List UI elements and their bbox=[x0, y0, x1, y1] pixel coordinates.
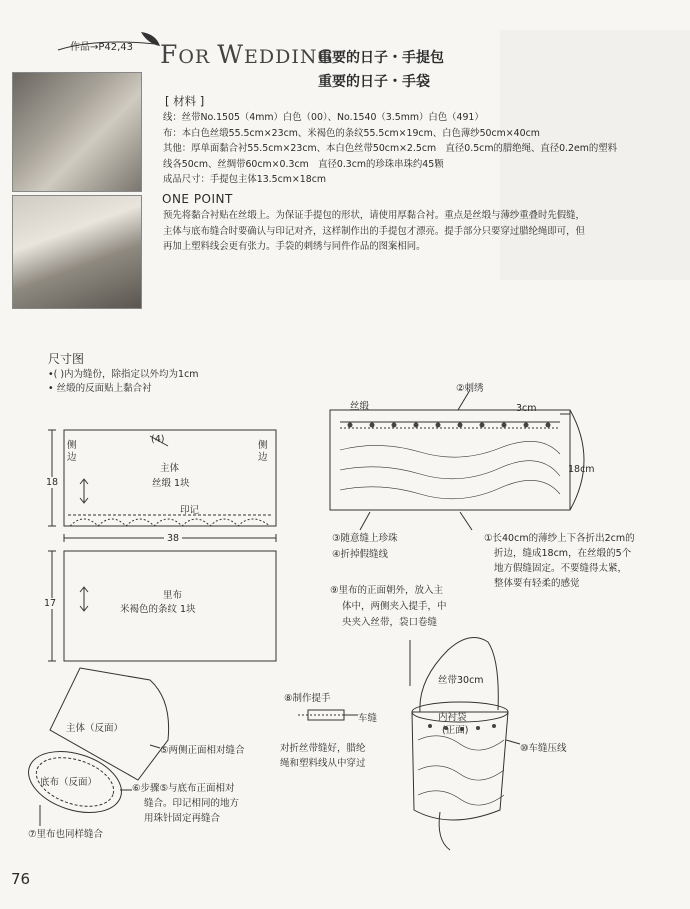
step8-desc-2: 绳和塑料线从中穿过 bbox=[280, 758, 366, 769]
main-body-label: 主体 bbox=[160, 463, 180, 474]
step1-label-2: 折边，缝成18cm，在丝缎的5个 bbox=[494, 548, 632, 559]
stripe-count-label: 米褐色的条纹 1块 bbox=[120, 604, 196, 615]
width-38-label: 38 bbox=[164, 533, 182, 544]
one-point-line: 再加上塑料线会更有张力。手袋的刺绣与同件作品的图案相同。 bbox=[163, 241, 426, 252]
title-chinese-2: 重要的日子・手袋 bbox=[318, 74, 430, 90]
reference-label: 作品→P42,43 bbox=[70, 42, 134, 53]
step9-label-2: 体中，两侧夹入提手，中 bbox=[342, 601, 447, 612]
materials-line: 布：本白色丝缎55.5cm×23cm、米褐色的条纹55.5cm×19cm、白色薄纱50cm×40cm bbox=[163, 127, 540, 139]
body-back-label: 主体（反面） bbox=[66, 723, 124, 734]
step1-label-3: 地方假缝固定。不要缝得太紧， bbox=[494, 563, 628, 574]
step3-label: ③随意缝上珍珠 bbox=[332, 533, 398, 544]
machine-sew-label: 车缝 bbox=[358, 713, 378, 724]
height-18-label: 18 bbox=[46, 477, 59, 488]
width-3cm-label: 3cm bbox=[516, 403, 537, 414]
materials-line: 线：丝带No.1505（4mm）白色（00）、No.1540（3.5mm）白色（491） bbox=[163, 112, 484, 123]
page-number: 76 bbox=[11, 870, 31, 888]
height-17-label: 17 bbox=[44, 598, 57, 609]
step8-label: ⑧制作提手 bbox=[284, 693, 331, 704]
title-chinese-1: 重要的日子・手提包 bbox=[318, 50, 444, 66]
height-18cm-label: 18cm bbox=[568, 464, 595, 475]
materials-header: [ 材料 ] bbox=[165, 94, 205, 108]
one-point-header: ONE POINT bbox=[162, 192, 233, 206]
one-point-line: 主体与底布缝合时要确认与印记对齐，这样制作出的手提包才漂亮。提手部分只要穿过腊纶绳即可，但 bbox=[163, 225, 585, 237]
step6-label-3: 用珠针固定再缝合 bbox=[144, 813, 221, 824]
side-left-label: 侧边 bbox=[67, 440, 77, 463]
step9-label-3: 央夹入丝带，袋口卷缝 bbox=[342, 617, 438, 628]
dimensions-header: 尺寸图 bbox=[48, 352, 85, 366]
step1-label-4: 整体要有轻柔的感觉 bbox=[494, 578, 580, 589]
step5-label: ⑤两侧正面相对缝合 bbox=[160, 745, 245, 756]
satin-label: 丝缎 bbox=[350, 401, 370, 412]
step4-label: ④折掉假缝线 bbox=[332, 549, 389, 560]
embroidery-label: ②刺绣 bbox=[456, 383, 484, 394]
side-right-label: 侧边 bbox=[258, 440, 268, 463]
bottom-back-label: 底布（反面） bbox=[40, 777, 98, 788]
step6-label: ⑥步骤⑤与底布正面相对 bbox=[132, 783, 235, 794]
dimension-note: •( )内为缝份，除指定以外均为1cm bbox=[48, 369, 199, 380]
step7-label: ⑦里布也同样缝合 bbox=[28, 829, 104, 840]
step9-label: ⑨里布的正面朝外，放入主 bbox=[330, 585, 444, 596]
step6-label-2: 缝合。印记相同的地方 bbox=[144, 798, 240, 809]
lining-label: 里布 bbox=[163, 590, 183, 601]
seam-allowance-label: (4) bbox=[151, 434, 165, 445]
satin-panel bbox=[330, 410, 570, 510]
step10-label: ⑩车缝压线 bbox=[520, 743, 567, 754]
step8-desc-1: 对折丝带缝好，腊纶 bbox=[280, 743, 366, 754]
ribbon-30cm-label: 丝带30cm bbox=[438, 675, 484, 686]
mark-label: 印记 bbox=[180, 505, 200, 516]
inner-bag-label: 内衬袋 bbox=[438, 712, 467, 723]
satin-count-label: 丝缎 1块 bbox=[152, 478, 190, 489]
one-point-line: 预先将黏合衬贴在丝缎上。为保证手提包的形状，请使用厚黏合衬。重点是丝缎与薄纱重叠时先假缝， bbox=[163, 210, 585, 221]
materials-line: 线各50cm、丝绸带60cm×0.3cm 直径0.3cm的珍珠串珠约45颗 bbox=[163, 158, 444, 170]
materials-line: 成品尺寸：手提包主体13.5cm×18cm bbox=[163, 174, 326, 185]
title-english: FOR WEDDING bbox=[160, 40, 334, 69]
materials-line: 其他：厚单面黏合衬55.5cm×23cm、本白色丝带50cm×2.5cm 直径0.5cm的腊绝绳、直径0.2em的塑料 bbox=[163, 143, 618, 154]
step1-label: ①长40cm的薄纱上下各折出2cm的 bbox=[484, 533, 635, 544]
inner-bag-front-label: (正面) bbox=[442, 725, 469, 736]
dimension-note: • 丝缎的反面贴上黏合衬 bbox=[48, 383, 152, 394]
